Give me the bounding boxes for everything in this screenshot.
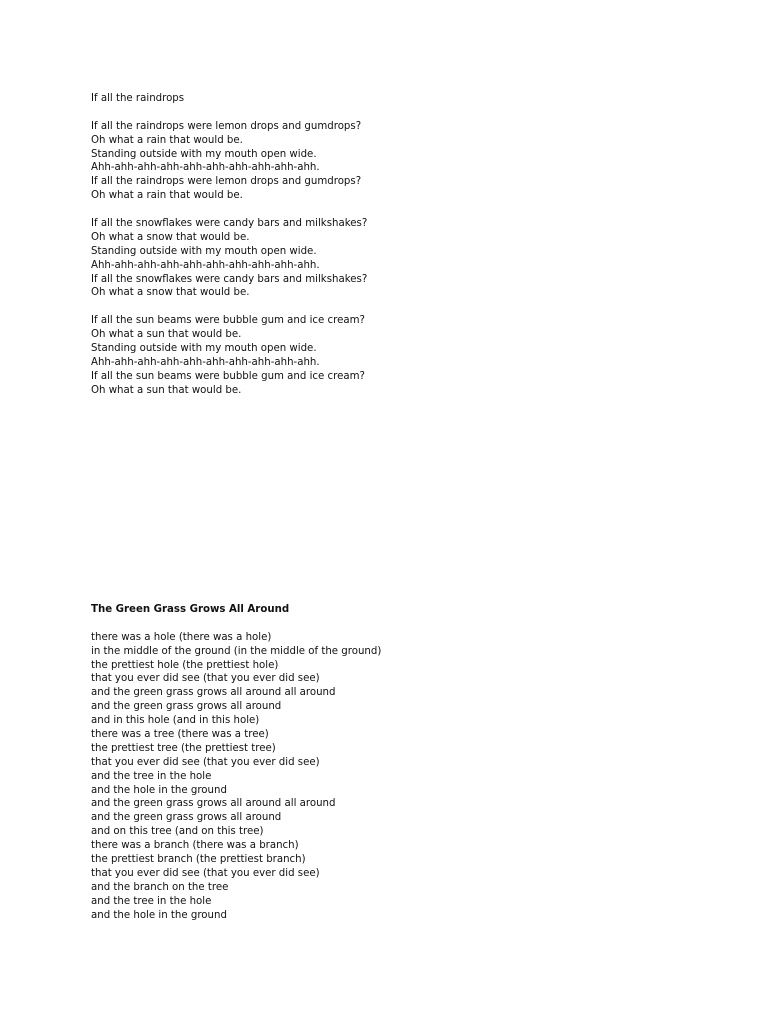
lyric-line: Ahh-ahh-ahh-ahh-ahh-ahh-ahh-ahh-ahh-ahh. bbox=[91, 259, 320, 271]
lyric-line: and in this hole (and in this hole) bbox=[91, 715, 260, 727]
lyric-line: and the tree in the hole bbox=[91, 895, 212, 907]
lyric-line: Standing outside with my mouth open wide. bbox=[91, 245, 317, 257]
lyric-line: Ahh-ahh-ahh-ahh-ahh-ahh-ahh-ahh-ahh-ahh. bbox=[91, 356, 320, 368]
verse-3 bbox=[91, 314, 711, 397]
lyric-line: Oh what a sun that would be. bbox=[91, 384, 242, 396]
lyric-line: there was a tree (there was a tree) bbox=[91, 729, 269, 741]
lyric-line: If all the sun beams were bubble gum and ice cream? bbox=[91, 370, 365, 382]
stanza-gap bbox=[91, 300, 711, 314]
lyric-line: and the green grass grows all around bbox=[91, 812, 282, 824]
verse-body bbox=[91, 631, 711, 923]
lyric-line: If all the snowflakes were candy bars and milkshakes? bbox=[91, 218, 368, 230]
lyric-line: the prettiest branch (the prettiest branch) bbox=[91, 854, 306, 866]
lyric-line: there was a hole (there was a hole) bbox=[91, 631, 272, 643]
lyric-line: Oh what a snow that would be. bbox=[91, 287, 250, 299]
lyric-line: Ahh-ahh-ahh-ahh-ahh-ahh-ahh-ahh-ahh-ahh. bbox=[91, 162, 320, 174]
lyric-line: Standing outside with my mouth open wide. bbox=[91, 148, 317, 160]
stanza-gap bbox=[91, 106, 711, 120]
lyric-line: and on this tree (and on this tree) bbox=[91, 826, 264, 838]
lyric-line: that you ever did see (that you ever did see) bbox=[91, 756, 320, 768]
lyric-line: Oh what a sun that would be. bbox=[91, 329, 242, 341]
lyric-line: If all the raindrops were lemon drops and gumdrops? bbox=[91, 120, 362, 132]
verse-1 bbox=[91, 120, 711, 203]
lyric-line: that you ever did see (that you ever did see) bbox=[91, 867, 320, 879]
lyric-line: the prettiest hole (the prettiest hole) bbox=[91, 659, 279, 671]
lyric-line: in the middle of the ground (in the middle of the ground) bbox=[91, 645, 382, 657]
lyric-line: If all the snowflakes were candy bars and milkshakes? bbox=[91, 273, 368, 285]
lyric-line: If all the raindrops were lemon drops and gumdrops? bbox=[91, 176, 362, 188]
lyric-line: Standing outside with my mouth open wide. bbox=[91, 343, 317, 355]
lyric-line: If all the sun beams were bubble gum and ice cream? bbox=[91, 315, 365, 327]
lyric-line: that you ever did see (that you ever did see) bbox=[91, 673, 320, 685]
lyric-line: the prettiest tree (the prettiest tree) bbox=[91, 742, 276, 754]
song-green-grass bbox=[91, 603, 711, 922]
song-title: If all the raindrops bbox=[91, 93, 185, 104]
lyric-line: and the hole in the ground bbox=[91, 784, 227, 796]
stanza-gap bbox=[91, 617, 711, 631]
lyric-line: there was a branch (there was a branch) bbox=[91, 840, 299, 852]
lyric-line: and the green grass grows all around all around bbox=[91, 798, 336, 810]
verse-2 bbox=[91, 217, 711, 300]
lyric-line: Oh what a snow that would be. bbox=[91, 231, 250, 243]
stanza-gap bbox=[91, 203, 711, 217]
lyric-line: and the hole in the ground bbox=[91, 909, 227, 921]
lyric-line: and the tree in the hole bbox=[91, 770, 212, 782]
song-title: The Green Grass Grows All Around bbox=[91, 604, 290, 615]
lyric-line: and the branch on the tree bbox=[91, 881, 229, 893]
song-raindrops bbox=[91, 92, 711, 398]
lyric-line: and the green grass grows all around bbox=[91, 701, 282, 713]
lyric-line: and the green grass grows all around all around bbox=[91, 687, 336, 699]
lyric-line: Oh what a rain that would be. bbox=[91, 190, 243, 202]
lyric-line: Oh what a rain that would be. bbox=[91, 134, 243, 146]
